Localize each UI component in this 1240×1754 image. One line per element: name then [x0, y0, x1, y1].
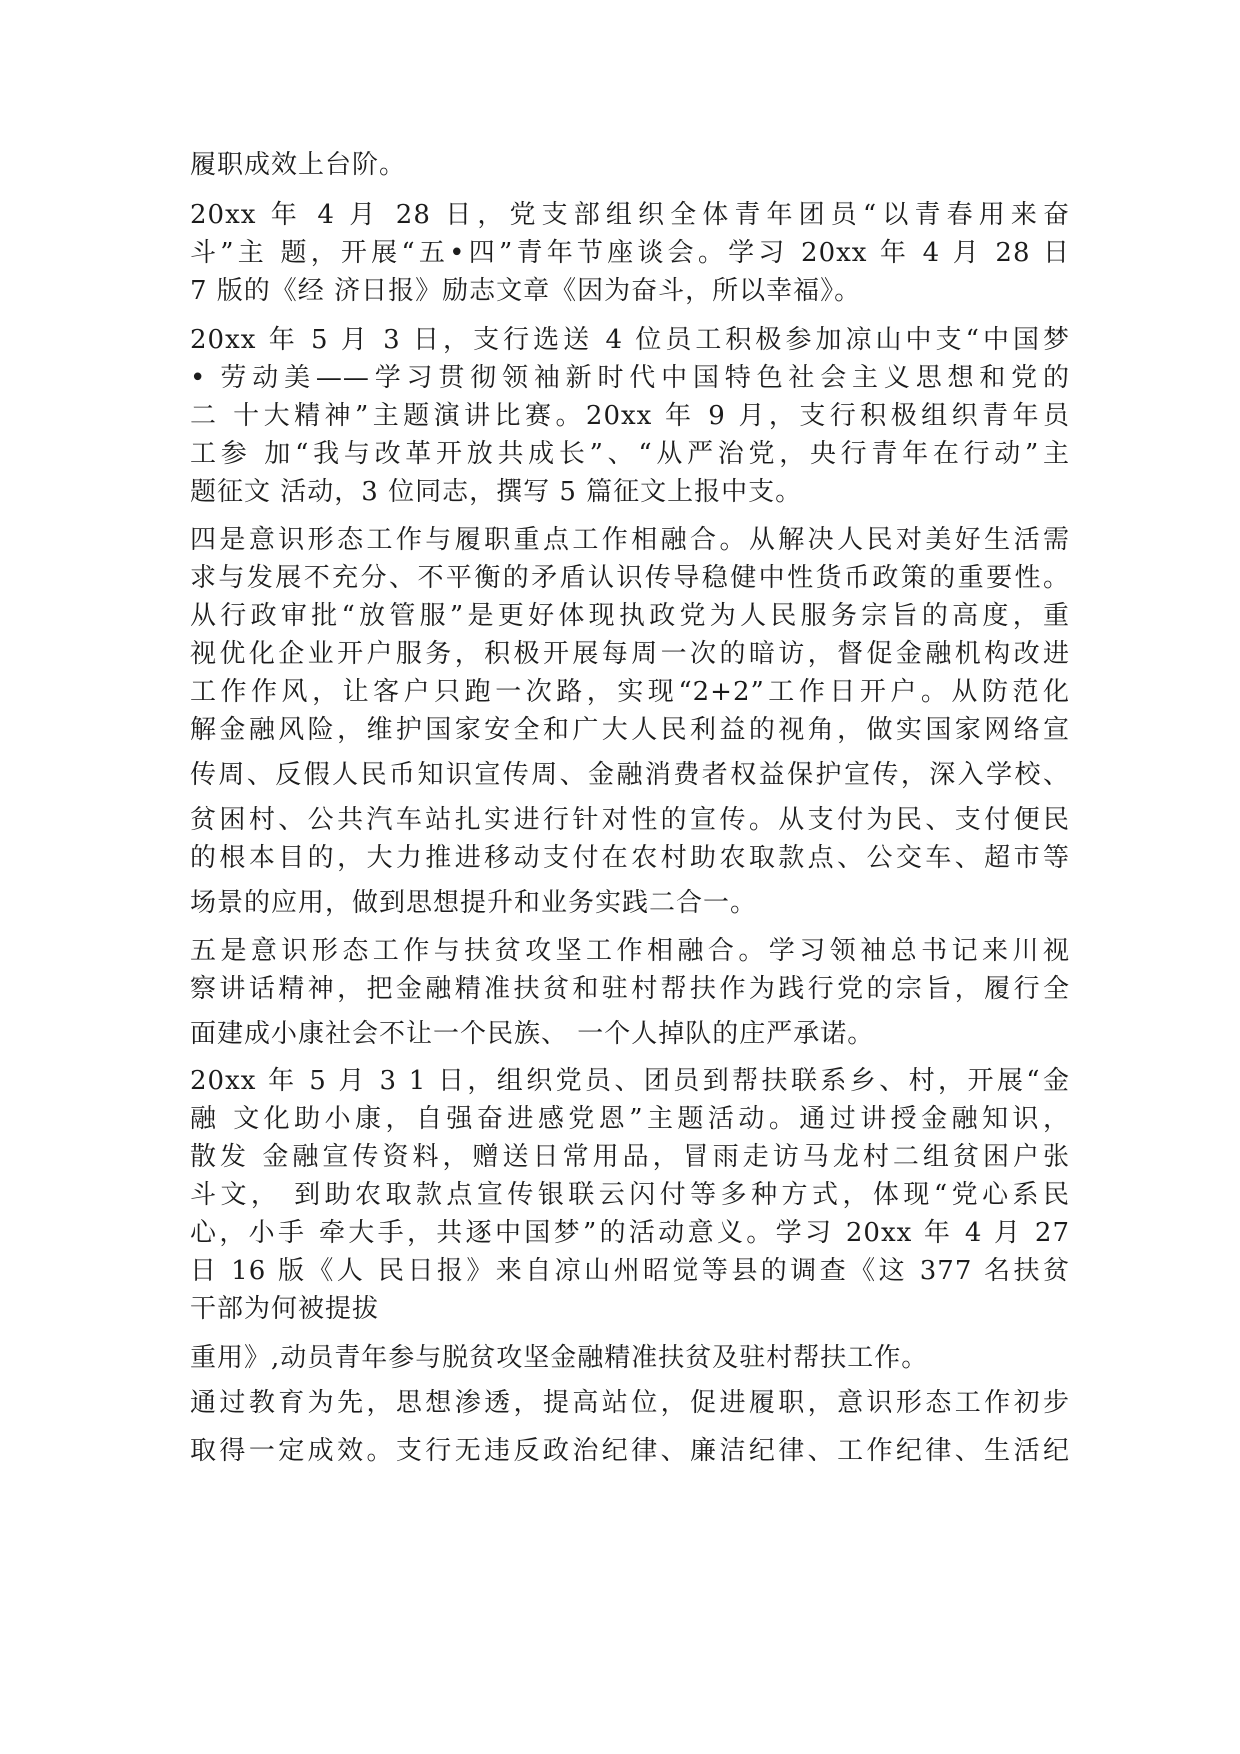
text-line: 面建成小康社会不让一个民族、 一个人掉队的庄严承诺。	[190, 1019, 875, 1049]
text-line: • 劳动美——学习贯彻领袖新时代中国特色社会主义思想和党的	[190, 363, 1070, 393]
text-line: 解金融风险，维护国家安全和广大人民利益的视角，做实国家网络宣	[190, 715, 1070, 745]
text-line: 干部为何被提拔	[190, 1294, 380, 1324]
text-line: 场景的应用，做到思想提升和业务实践二合一。	[190, 888, 758, 918]
text-line: 融 文化助小康，自强奋进感党恩”主题活动。通过讲授金融知识，	[190, 1104, 1070, 1134]
text-line: 贫困村、公共汽车站扎实进行针对性的宣传。从支付为民、支付便民	[190, 805, 1070, 835]
text-line: 通过教育为先，思想渗透，提高站位，促进履职，意识形态工作初步	[190, 1388, 1070, 1418]
text-line: 20xx 年 4 月 28 日，党支部组织全体青年团员“以青春用来奋	[190, 200, 1070, 230]
text-line: 的根本目的，大力推进移动支付在农村助农取款点、公交车、超市等	[190, 843, 1070, 873]
text-line: 散发 金融宣传资料，赠送日常用品，冒雨走访马龙村二组贫困户张	[190, 1142, 1070, 1172]
text-line: 日 16 版《人 民日报》来自凉山州昭觉等县的调查《这 377 名扶贫	[190, 1256, 1070, 1286]
text-line: 工作作风，让客户只跑一次路，实现“2+2”工作日开户。从防范化	[190, 677, 1070, 707]
text-line: 斗文， 到助农取款点宣传银联云闪付等多种方式，体现“党心系民	[190, 1180, 1070, 1210]
text-line: 20xx 年 5 月 3 1 日，组织党员、团员到帮扶联系乡、村，开展“金	[190, 1066, 1070, 1096]
text-line: 传周、反假人民币知识宣传周、金融消费者权益保护宣传，深入学校、	[190, 760, 1070, 790]
text-line: 题征文 活动，3 位同志，撰写 5 篇征文上报中支。	[190, 477, 803, 507]
text-line: 求与发展不充分、不平衡的矛盾认识传导稳健中性货币政策的重要性。	[190, 563, 1070, 593]
text-line: 视优化企业开户服务，积极开展每周一次的暗访，督促金融机构改进	[190, 639, 1070, 669]
text-line: 五是意识形态工作与扶贫攻坚工作相融合。学习领袖总书记来川视	[190, 936, 1070, 966]
text-line: 履职成效上台阶。	[190, 150, 407, 180]
text-line: 20xx 年 5 月 3 日，支行选送 4 位员工积极参加凉山中支“中国梦	[190, 325, 1070, 355]
text-line: 7 版的《经 济日报》励志文章《因为奋斗，所以幸福》。	[190, 276, 862, 306]
text-line: 二 十大精神”主题演讲比赛。20xx 年 9 月，支行积极组织青年员	[190, 401, 1070, 431]
text-line: 取得一定成效。支行无违反政治纪律、廉洁纪律、工作纪律、生活纪	[190, 1436, 1070, 1466]
text-line: 工参 加“我与改革开放共成长”、“从严治党，央行青年在行动”主	[190, 439, 1070, 469]
text-line: 斗”主 题，开展“五•四”青年节座谈会。学习 20xx 年 4 月 28 日	[190, 238, 1070, 268]
text-line: 心，小手 牵大手，共逐中国梦”的活动意义。学习 20xx 年 4 月 27	[190, 1218, 1070, 1248]
text-line: 四是意识形态工作与履职重点工作相融合。从解决人民对美好生活需	[190, 525, 1070, 555]
text-line: 重用》,动员青年参与脱贫攻坚金融精准扶贫及驻村帮扶工作。	[190, 1343, 929, 1373]
text-line: 察讲话精神，把金融精准扶贫和驻村帮扶作为践行党的宗旨，履行全	[190, 974, 1070, 1004]
text-line: 从行政审批“放管服”是更好体现执政党为人民服务宗旨的高度，重	[190, 601, 1070, 631]
